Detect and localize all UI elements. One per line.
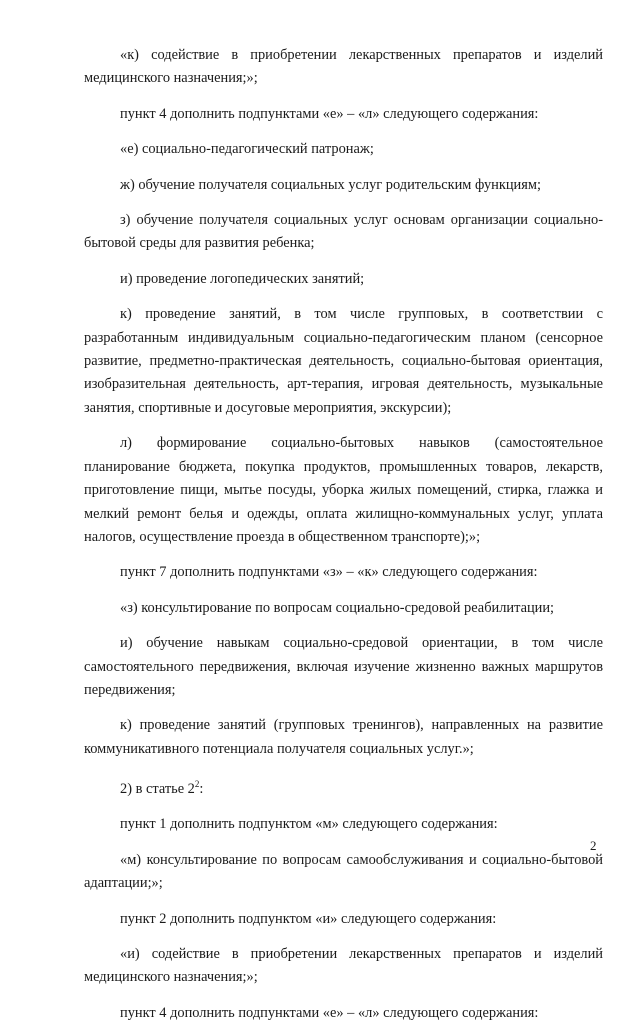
paragraph-subitem-l: л) формирование социально-бытовых навыков (самостоятельное планирование бюджета, покупка продуктов, промышленных товаров, лекарств, приготовление пищи, мытье посуды, уборка жилых помещений, стирка, глажка и мелкий ремонт белья и одежды, оплата жилищно-коммунальных услуг, уплата налогов, осуществление проезда в общественном транспорте);»; xyxy=(84,435,603,545)
page-number: 2 xyxy=(590,838,597,853)
paragraph-subitem-i-medicines: «и) содействие в приобретении лекарственных препаратов и изделий медицинского назначения;»; xyxy=(84,945,603,986)
paragraph-subitem-k-medicines: «к) содействие в приобретении лекарственных препаратов и изделий медицинского назначения;»; xyxy=(84,47,603,87)
article-heading-text: 2) в статье 2 xyxy=(120,780,195,797)
paragraph-article-heading xyxy=(84,773,603,801)
paragraph-item7-amendment: пункт 7 дополнить подпунктами «з» – «к» следующего содержания: xyxy=(120,564,538,581)
paragraph-item4-amendment: пункт 4 дополнить подпунктами «е» – «л» следующего содержания: xyxy=(120,105,539,122)
paragraph-subitem-m: «м) консультирование по вопросам самообслуживания и социально-бытовой адаптации;»; xyxy=(84,851,603,892)
paragraph-subitem-i-orientation: и) обучение навыкам социально-средовой ориентации, в том числе самостоятельного передвижения, включая изучение жизненно важных маршрутов передвижения; xyxy=(84,635,603,698)
article-heading-suffix: : xyxy=(199,780,204,797)
paragraph-item2-amendment: пункт 2 дополнить подпунктом «и» следующего содержания: xyxy=(120,910,497,927)
paragraph-item4-amendment-second: пункт 4 дополнить подпунктами «е» – «л» следующего содержания: xyxy=(120,1004,539,1021)
paragraph-subitem-e: «е) социально-педагогический патронаж; xyxy=(120,141,374,158)
paragraph-subitem-zh: ж) обучение получателя социальных услуг родительским функциям; xyxy=(120,176,541,193)
paragraph-subitem-z-consulting: «з) консультирование по вопросам социально-средовой реабилитации; xyxy=(120,599,555,616)
paragraph-subitem-z: з) обучение получателя социальных услуг основам организации социально-бытовой среды для развития ребенка; xyxy=(84,212,603,252)
paragraph-subitem-k-trainings: к) проведение занятий (групповых тренингов), направленных на развитие коммуникативного потенциала получателя социальных услуг.»; xyxy=(84,717,603,757)
paragraph-subitem-i: и) проведение логопедических занятий; xyxy=(120,270,365,287)
article-superscript: 2 xyxy=(194,779,200,790)
document-body xyxy=(84,44,603,1025)
paragraph-subitem-k-classes: к) проведение занятий, в том числе групповых, в соответствии с разработанным индивидуальным социально-педагогическим планом (сенсорное развитие, предметно-практическая деятельность, социально-бытовая ориентация, изобразительная деятельность, арт-терапия, игровая деятельность, музыкальные занятия, спортивные и досуговые мероприятия, экскурсии); xyxy=(84,306,603,416)
paragraph-item1-amendment: пункт 1 дополнить подпунктом «м» следующего содержания: xyxy=(120,816,498,833)
